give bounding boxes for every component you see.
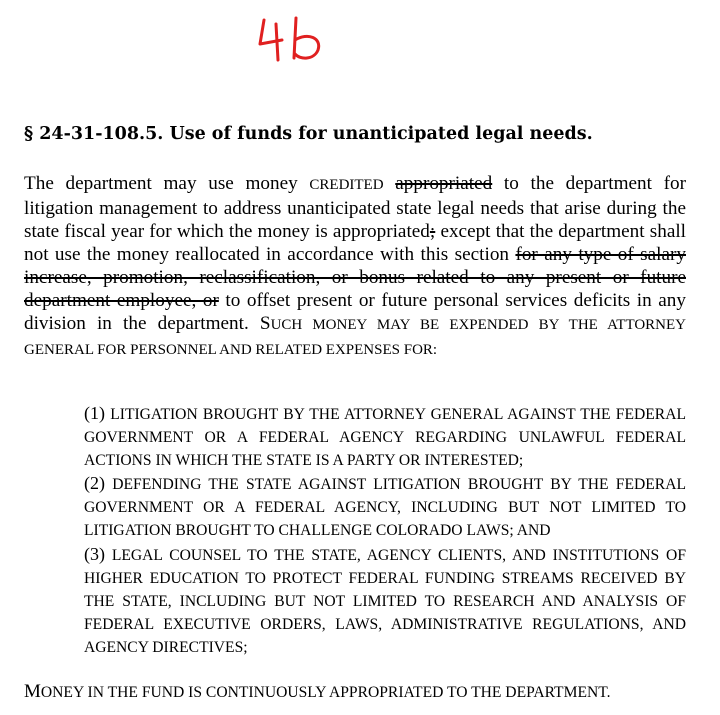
inserted-text-cap: S [259, 313, 271, 334]
list-item [84, 402, 686, 472]
section-paragraph [24, 172, 686, 362]
list-item-number: (1) [84, 403, 105, 423]
closing-cap: M [24, 681, 41, 702]
struck-text: for any type of salary increase, promotion, reclassification, or bonus related to any present or future department employee, or [24, 244, 686, 311]
inserted-text: UCH MONEY MAY BE EXPENDED BY THE ATTORNEY GENERAL FOR PERSONNEL AND RELATED EXPENSES FOR: [24, 317, 687, 358]
closing-sentence [24, 680, 704, 704]
handwritten-page-mark [252, 14, 332, 64]
list-item [84, 543, 686, 659]
section-heading: § 24-31-108.5. Use of funds for unanticipated legal needs. [24, 124, 593, 144]
paragraph-text: to offset present or future personal services deficits in any division in the department. [24, 290, 686, 334]
list-item-text: LITIGATION BROUGHT BY THE ATTORNEY GENERAL AGAINST THE FEDERAL GOVERNMENT OR A FEDERAL AGENCY REGARDING UNLAWFUL FEDERAL ACTIONS IN WHICH THE STATE IS A PARTY OR INTERESTED; [84, 406, 686, 470]
list-item-text: LEGAL COUNSEL TO THE STATE, AGENCY CLIENTS, AND INSTITUTIONS OF HIGHER EDUCATION TO PROTECT FEDERAL FUNDING STREAMS RECEIVED BY THE STATE, INCLUDING BUT NOT LIMITED TO RESEARCH AND ANALYSIS OF FEDERAL EXECUTIVE ORDERS, LAWS, ADMINISTRATIVE REGULATIONS, AND AGENCY DIRECTIVES; [84, 546, 686, 656]
inserted-text: CREDITED [309, 177, 384, 193]
list-item-number: (2) [84, 473, 105, 494]
struck-text: ; [429, 221, 436, 242]
paragraph-text: except that the department shall not use the money reallocated in accordance with this section [24, 221, 687, 265]
paragraph-text: to the department for litigation management to address unanticipated state legal needs that arise during the state fiscal year for which the money is appropriated [24, 173, 686, 242]
closing-text: ONEY IN THE FUND IS CONTINUOUSLY APPROPRIATED TO THE DEPARTMENT. [40, 684, 611, 701]
list-item [84, 472, 686, 542]
enumerated-list [84, 402, 686, 659]
list-item-text: DEFENDING THE STATE AGAINST LITIGATION BROUGHT BY THE FEDERAL GOVERNMENT OR A FEDERAL AGENCY, INCLUDING BUT NOT LIMITED TO LITIGATION BROUGHT TO CHALLENGE COLORADO LAWS; AND [84, 476, 686, 540]
struck-text: appropriated [395, 173, 493, 194]
paragraph-text: The department may use money [24, 173, 298, 194]
list-item-number: (3) [84, 543, 105, 564]
